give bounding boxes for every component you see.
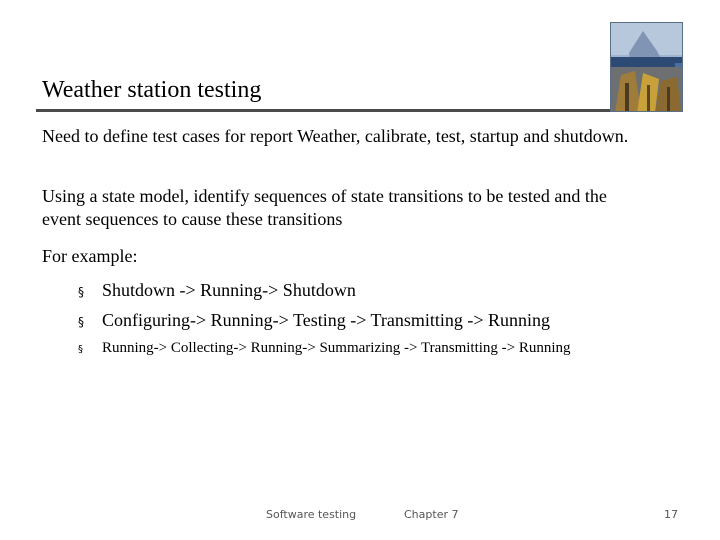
bullet-text: Running-> Collecting-> Running-> Summarizing -> Transmitting -> Running [102, 340, 571, 356]
bullet-item [78, 339, 571, 359]
footer-chapter: Chapter 7 [404, 508, 459, 521]
footer-course-title: Software testing [266, 508, 357, 521]
bullet-item [78, 309, 550, 333]
paragraph-for-example: For example: [42, 246, 138, 266]
bullet-text: Shutdown -> Running-> Shutdown [102, 280, 356, 300]
paragraph-test-cases: Need to define test cases for report Weather, calibrate, test, startup and shutdown. [42, 126, 629, 146]
bullet-marker-icon: § [78, 285, 84, 299]
slide-title: Weather station testing [42, 77, 262, 103]
bullet-marker-icon: § [78, 315, 84, 329]
book-cover-icon [611, 23, 683, 112]
bullet-item [78, 279, 356, 303]
title-divider [36, 109, 682, 112]
paragraph-state-model: Using a state model, identify sequences of state transitions to be tested and the event sequences to cause these transitions [42, 186, 607, 229]
book-cover-image [610, 22, 683, 112]
bullet-text: Configuring-> Running-> Testing -> Transmitting -> Running [102, 310, 551, 330]
bullet-marker-icon: § [78, 344, 83, 355]
footer-page-number: 17 [664, 508, 678, 521]
